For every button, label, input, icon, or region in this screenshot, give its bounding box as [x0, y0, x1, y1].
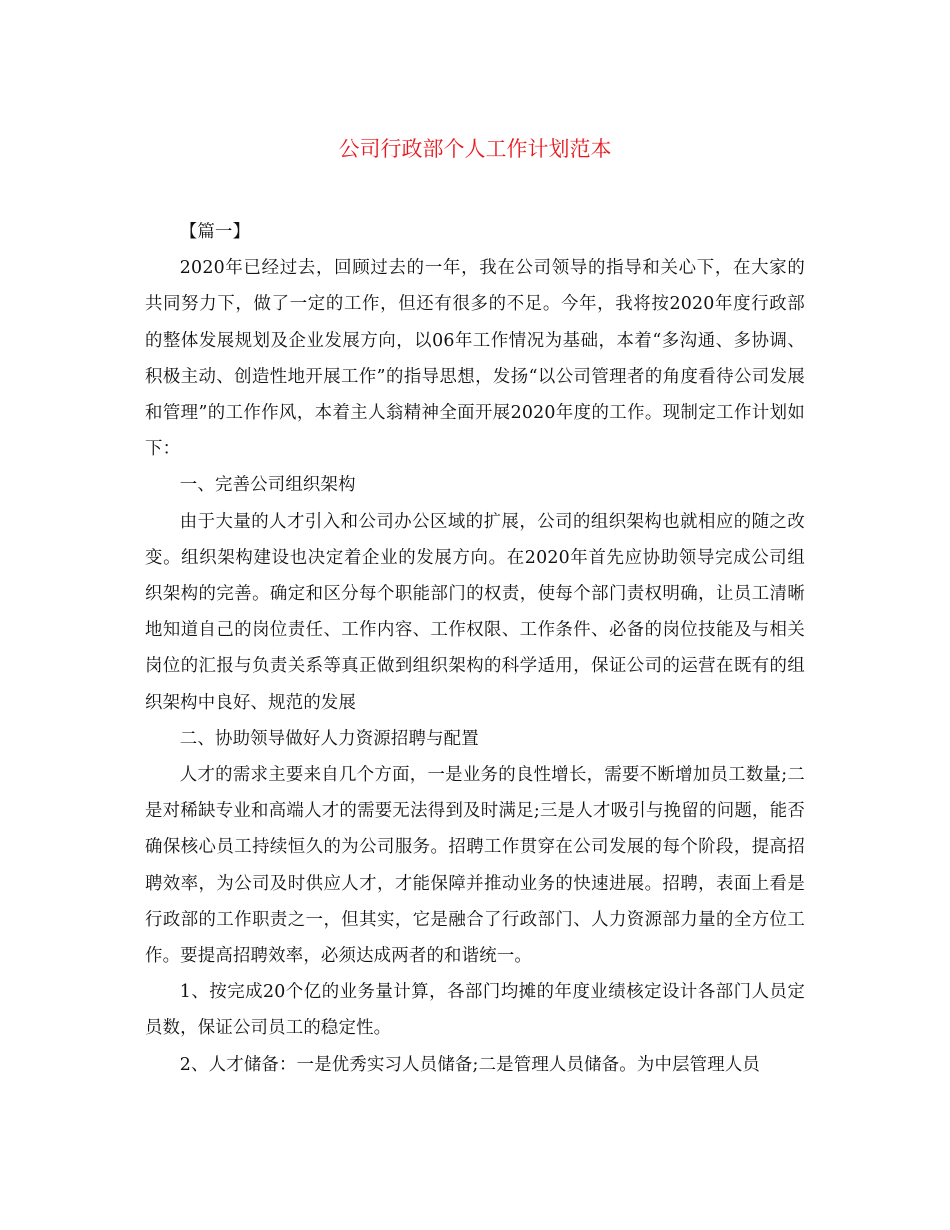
heading-recruitment: 二、协助领导做好人力资源招聘与配置	[179, 728, 479, 749]
document-body	[145, 214, 805, 1083]
recruitment-paragraph: 人才的需求主要来自几个方面，一是业务的良性增长，需要不断增加员工数量;二是对稀缺专业和高端人才的需要无法得到及时满足;三是人才吸引与挽留的问题，能否确保核心员工持续恒久的为公司服务。招聘工作贯穿在公司发展的每个阶段，提高招聘效率，为公司及时供应人才，才能保障并推动业务的快速进展。招聘，表面上看是行政部的工作职责之一，但其实，它是融合了行政部门、人力资源部力量的全方位工作。要提高招聘效率，必须达成两者的和谐统一。	[145, 765, 805, 967]
item-1-paragraph: 1、按完成20个亿的业务量计算，各部门均摊的年度业绩核定设计各部门人员定员数，保证公司员工的稳定性。	[145, 982, 805, 1039]
section-label: 【篇一】	[179, 222, 251, 242]
document-title: 公司行政部个人工作计划范本	[338, 137, 612, 161]
item-2-paragraph: 2、人才储备：一是优秀实习人员储备;二是管理人员储备。为中层管理人员	[179, 1054, 761, 1075]
org-structure-paragraph: 由于大量的人才引入和公司办公区域的扩展，公司的组织架构也就相应的随之改变。组织架构建设也决定着企业的发展方向。在2020年首先应协助领导完成公司组织架构的完善。确定和区分每个职能部门的权责，使每个部门责权明确，让员工清晰地知道自己的岗位责任、工作内容、工作权限、工作条件、必备的岗位技能及与相关岗位的汇报与负责关系等真正做到组织架构的科学适用，保证公司的运营在既有的组织架构中良好、规范的发展	[145, 511, 805, 713]
heading-org-structure: 一、完善公司组织架构	[179, 475, 356, 496]
intro-paragraph: 2020年已经过去，回顾过去的一年，我在公司领导的指导和关心下，在大家的共同努力下，做了一定的工作，但还有很多的不足。今年，我将按2020年度行政部的整体发展规划及企业发展方向，以06年工作情况为基础，本着“多沟通、多协调、积极主动、创造性地开展工作”的指导思想，发扬“以公司管理者的角度看待公司发展和管理”的工作作风，本着主人翁精神全面开展2020年度的工作。现制定工作计划如下：	[145, 258, 805, 460]
